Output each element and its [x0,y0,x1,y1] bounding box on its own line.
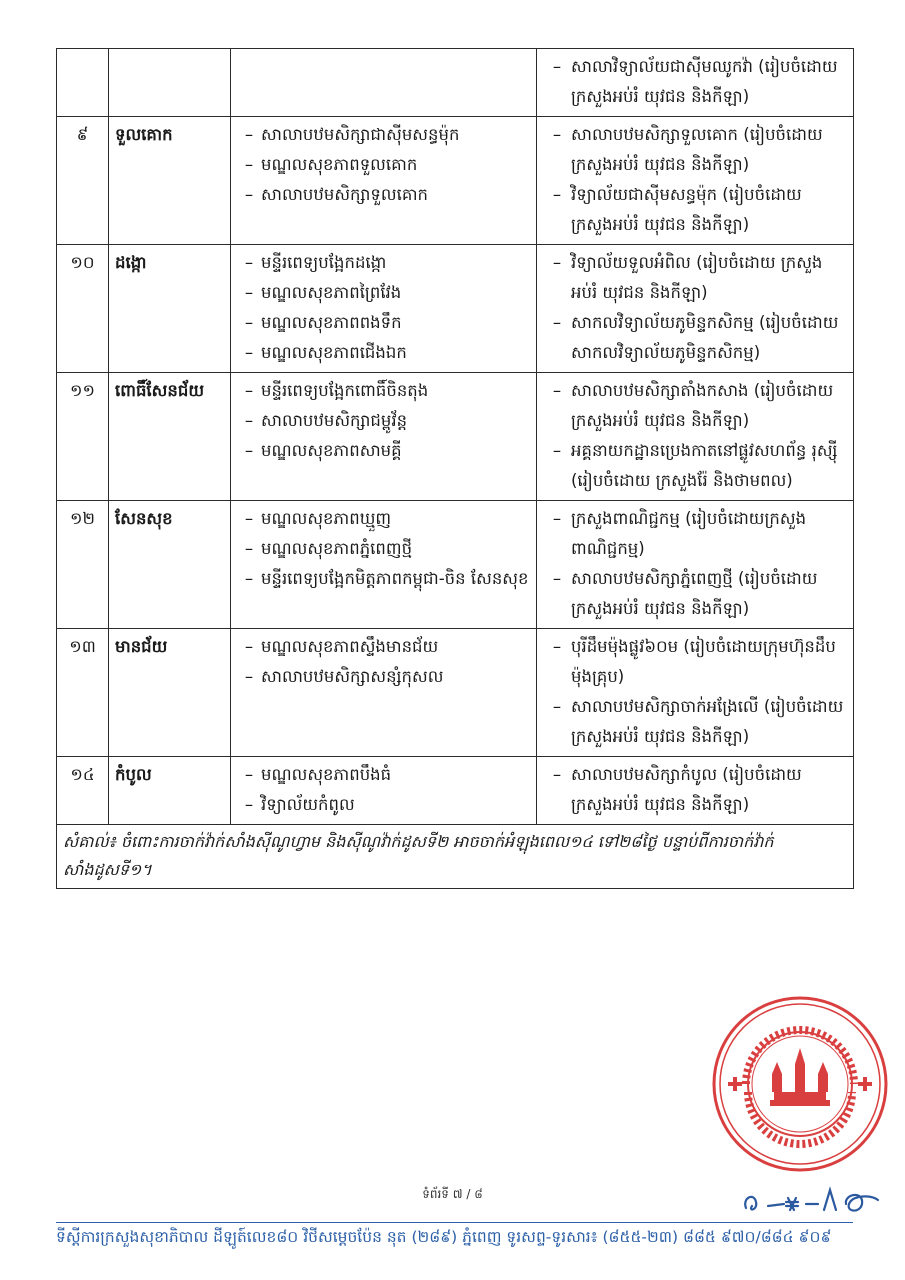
table-row [57,757,854,825]
list-item-text: សាលាវិទ្យាល័យជាស៊ីមឈូកវ៉ា (រៀបចំដោយ ក្រសួងអប់រំ យុវជន និងកីឡា) [571,57,838,106]
district-name: កំបូល [109,757,231,825]
list-item-text: មន្ទីរពេទ្យបង្អែកដង្កោ [261,253,387,272]
site-item [237,308,530,338]
list-dash: – [244,185,254,204]
site-item [237,278,530,308]
site-item [237,248,530,278]
list-item-text: មណ្ឌលសុខភាពសាមគ្គី [261,441,402,460]
site-item [237,534,530,564]
list-item-text: សាលាបឋមសិក្សាសន្សំកុសល [261,667,444,686]
list-item-text: សាលាបឋមសិក្សាកំបូល (រៀបចំដោយ ក្រសួងអប់រំ យុវជន និងកីឡា) [571,765,802,814]
provider-item [543,180,847,240]
list-dash: – [244,253,254,272]
handwritten-signature [738,1180,888,1222]
list-item-text: សាលាបឋមសិក្សាទួលគោក [261,185,429,204]
vaccination-sites-cell [231,49,537,117]
list-dash: – [244,795,254,814]
site-item [237,436,530,466]
list-dash: – [552,253,562,272]
providers-cell [537,501,854,629]
list-dash: – [552,441,562,460]
table-row [57,117,854,245]
page-number: ទំព័រទី ៧ / ៨ [422,1187,483,1201]
list-dash: – [244,509,254,528]
list-item-text: មណ្ឌលសុខភាពឃ្មួញ [261,509,392,528]
list-dash: – [552,381,562,400]
site-item [237,504,530,534]
providers-cell [537,117,854,245]
table-row [57,629,854,757]
provider-item [543,760,847,820]
vaccination-sites-cell [231,117,537,245]
footer-address: ទីស្តីការក្រសួងសុខាភិបាល ដីឡូត៍លេខ៨០ វិថីសម្តេចប៉ែន នុត (២៨៩) ភ្នំពេញ ទូរសព្ទ-ទូរសារ៖ (៨៥៥-២៣) ៨៨៥ ៩៧០/៨៨៤ ៩០៩ [56,1228,832,1246]
list-dash: – [244,765,254,784]
list-item-text: មណ្ឌលសុខភាពទួលគោក [261,155,418,174]
list-item-text: វិទ្យាល័យទួលអំពិល (រៀបចំដោយ ក្រសួង អប់រំ យុវជន និងកីឡា) [571,253,823,302]
list-item-text: សាលាបឋមសិក្សាតាំងកសាង (រៀបចំដោយ ក្រសួងអប់រំ យុវជន និងកីឡា) [571,381,834,430]
list-dash: – [552,637,562,656]
list-item-text: មណ្ឌលសុខភាពព្រៃវែង [261,283,402,302]
list-item-text: វិទ្យាល័យជាស៊ីមសន្ធម៉ុក (រៀបចំដោយ ក្រសួងអប់រំ យុវជន និងកីឡា) [571,185,802,234]
note-row [57,825,854,889]
list-dash: – [552,313,562,332]
provider-item [543,692,847,752]
row-number: ១៣ [57,629,109,757]
table-body [57,49,854,825]
provider-item [543,504,847,564]
table-row [57,245,854,373]
list-dash: – [244,441,254,460]
list-item-text: មណ្ឌលសុខភាពស្ទឹងមានជ័យ [261,637,439,656]
provider-item [543,248,847,308]
list-item-text: បុរីដឹមម៉ុងផ្លូវ៦០ម (រៀបចំដោយក្រុមហ៊ុនដឹប ម៉ុងគ្រុប) [571,637,836,686]
list-item-text: សាលាបឋមសិក្សាជម្ពូវ័ន្ត [261,411,408,430]
row-number: ១៤ [57,757,109,825]
site-item [237,180,530,210]
row-number: ១១ [57,373,109,501]
list-item-text: មណ្ឌលសុខភាពជើងឯក [261,343,407,362]
list-item-text: មណ្ឌលសុខភាពភ្នំពេញថ្មី [261,539,413,558]
row-number: ១២ [57,501,109,629]
district-name: ទួលគោក [109,117,231,245]
vaccination-sites-cell [231,245,537,373]
table-row [57,373,854,501]
list-item-text: មណ្ឌលសុខភាពពងទឹក [261,313,402,332]
district-name: មានជ័យ [109,629,231,757]
list-dash: – [244,411,254,430]
list-dash: – [552,569,562,588]
list-item-text: សាលាបឋមសិក្សាចាក់អង្រែលើ (រៀបចំដោយ ក្រសួងអប់រំ យុវជន និងកីឡា) [571,697,844,746]
row-number: ៩ [57,117,109,245]
list-dash: – [552,57,562,76]
vaccination-sites-table [56,48,854,889]
list-item-text: អគ្គនាយកដ្ឋានប្រេងកាតនៅផ្លូវសហព័ន្ធ រុស្ស៊ី (រៀបចំដោយ ក្រសួងរ៉ែ និងថាមពល) [571,441,838,490]
table-row [57,501,854,629]
site-item [237,564,530,594]
list-item-text: សាលាបឋមសិក្សាភ្នំពេញថ្មី (រៀបចំដោយ ក្រសួងអប់រំ យុវជន និងកីឡា) [571,569,818,618]
vaccination-sites-cell [231,373,537,501]
list-item-text: មន្ទីរពេទ្យបង្អែកពោធិ៍ចិនតុង [261,381,429,400]
site-item [237,790,530,820]
district-name: ពោធិ៍សែនជ័យ [109,373,231,501]
site-item [237,406,530,436]
provider-item [543,564,847,624]
list-item-text: សាលាបឋមសិក្សាទួលគោក (រៀបចំដោយ ក្រសួងអប់រំ យុវជន និងកីឡា) [571,125,823,174]
district-name [109,49,231,117]
list-item-text: មន្ទីរពេទ្យបង្អែកមិត្តភាពកម្ពុជា-ចិន សែនសុខ [261,569,529,588]
row-number [57,49,109,117]
vaccination-sites-cell [231,757,537,825]
table-row [57,49,854,117]
list-dash: – [244,343,254,362]
provider-item [543,308,847,368]
list-item-text: សាលាបឋមសិក្សាជាស៊ីមសន្ធម៉ុក [261,125,460,144]
site-item [237,662,530,692]
providers-cell [537,629,854,757]
provider-item [543,436,847,496]
note-text: សំគាល់៖ ចំពោះការចាក់វ៉ាក់សាំងស៊ីណូហ្វាម និងស៊ីណូវ៉ាក់ដូសទី២ អាចចាក់អំឡុងពេល១៤ ទៅ២៨ថ្ងៃ បន្ទាប់ពីការចាក់វ៉ាក់សាំងដូសទី១។ [57,825,854,889]
list-item-text: មណ្ឌលសុខភាពបឹងធំ [261,765,392,784]
list-dash: – [244,569,254,588]
district-name: សែនសុខ [109,501,231,629]
vaccination-sites-cell [231,629,537,757]
site-item [237,632,530,662]
list-dash: – [244,667,254,686]
list-dash: – [552,125,562,144]
list-dash: – [552,509,562,528]
provider-item [543,52,847,112]
site-item [237,760,530,790]
list-dash: – [244,125,254,144]
site-item [237,376,530,406]
site-item [237,338,530,368]
vaccination-sites-cell [231,501,537,629]
list-item-text: សាកលវិទ្យាល័យភូមិន្ទកសិកម្ម (រៀបចំដោយ សាកលវិទ្យាល័យភូមិន្ទកសិកម្ម) [571,313,839,362]
providers-cell [537,757,854,825]
providers-cell [537,245,854,373]
list-dash: – [244,313,254,332]
site-item [237,150,530,180]
provider-item [543,632,847,692]
list-dash: – [244,155,254,174]
providers-cell [537,373,854,501]
list-dash: – [244,381,254,400]
list-dash: – [552,765,562,784]
list-dash: – [244,283,254,302]
list-item-text: ក្រសួងពាណិជ្ជកម្ម (រៀបចំដោយក្រសួង ពាណិជ្ជកម្ម) [571,509,807,558]
district-name: ដង្កោ [109,245,231,373]
ministry-seal-stamp [708,992,892,1176]
site-item [237,120,530,150]
provider-item [543,376,847,436]
providers-cell [537,49,854,117]
list-dash: – [552,185,562,204]
row-number: ១០ [57,245,109,373]
list-dash: – [244,637,254,656]
list-dash: – [244,539,254,558]
provider-item [543,120,847,180]
footer-divider [56,1222,853,1223]
list-dash: – [552,697,562,716]
list-item-text: វិទ្យាល័យកំពូល [261,795,355,814]
